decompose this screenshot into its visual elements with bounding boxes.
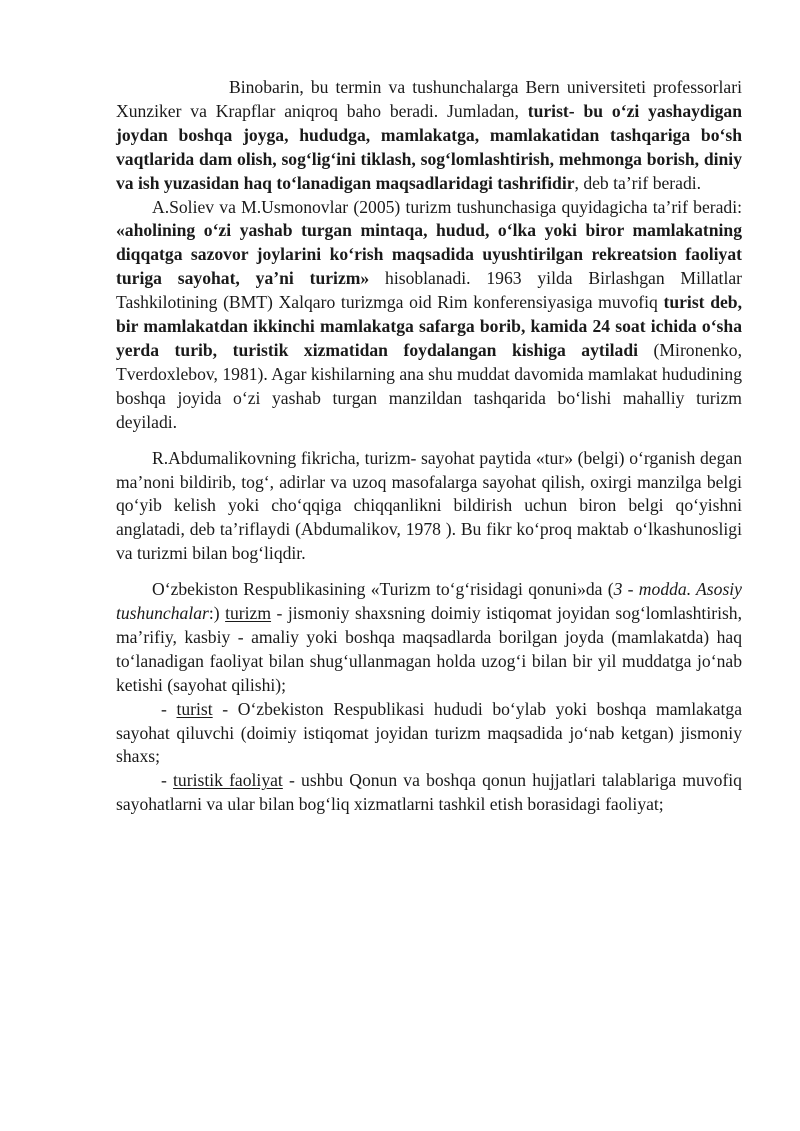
document-page	[116, 76, 742, 817]
bold-definition: «aholining o‘zi yashab turgan mintaqa, hudud, o‘lka yoki biror mamlakatning diqqatga sazovor joylarini ko‘rish maqsadida uyushtirilgan rekreatsion faoliyat turiga sayohat, ya’ni turizm»	[116, 220, 742, 289]
text-run: -	[161, 698, 177, 719]
text-run: O‘zbekiston Respublikasining «Turizm to‘g‘risidagi qonuni»da (	[152, 579, 614, 600]
text-run: R.Abdumalikovning fikricha, turizm- sayohat paytida «tur» (belgi) o‘rganish degan ma’noni bildirib, tog‘, adirlar va uzoq masofalarga sayohat qilish, oxirgi manzilga belgi qo‘yib kelish yoki cho‘qqiga chiqqanlikni bildirish uchun biron belgi qo‘yishni anglatadi, deb ta’riflaydi (Abdumalikov, 1978 ). Bu fikr ko‘proq maktab o‘lkashunosligi va turizmi bilan bog‘liqdir.	[116, 447, 742, 564]
bold-definition: turist- bu o‘zi yashaydigan joydan boshqa joyga, hududga, mamlakatga, mamlakatidan tashqariga bo‘sh vaqtlarida dam olish, sog‘lig‘ini tiklash, sog‘lomlashtirish, mehmonga borish, diniy va ish yuzasidan haq to‘lanadigan maqsadlaridagi tashrifidir	[116, 100, 742, 193]
text-run: - O‘zbekiston Respublikasi hududi bo‘ylab yoki boshqa mamlakatga sayohat qiluvchi (doimiy istiqomat joyidan turizm maqsadida jo‘nab ketgan) jismoniy shaxs;	[116, 698, 743, 767]
text-run: :)	[208, 603, 226, 624]
bold-definition: turist deb, bir mamlakatdan ikkinchi mamlakatga safarga borib, kamida 24 soat ichida o‘sha yerda turib, turistik xizmatidan foydalangan kishiga aytiladi	[116, 292, 742, 360]
text-run: - jismoniy shaxsning doimiy istiqomat joyidan sog‘lomlashtirish, ma’rifiy, kasbiy - amaliy yoki boshqa maqsadlarda borilgan joyda (mamlakatda) haq to‘lanadigan faoliyat bilan shug‘ullanmagan holda uzog‘i bilan bir yil muddatga jo‘nab ketishi (sayohat qilishi);	[116, 603, 742, 695]
paragraph-law-turist	[116, 698, 742, 770]
text-run: hisoblanadi. 1963 yilda Birlashgan Millatlar Tashkilotining (BMT) Xalqaro turizmga oid Rim konferensiyasiga muvofiq	[116, 268, 742, 313]
text-run: - ushbu Qonun va boshqa qonun hujjatlari talablariga muvofiq sayohatlarni va ular bilan bog‘liq xizmatlarni tashkil etish borasidagi faoliyat;	[116, 770, 742, 815]
paragraph-definition-soliev	[116, 196, 742, 435]
paragraph-law-turistik-faoliyat	[116, 769, 742, 817]
text-run: A.Soliev va M.Usmonovlar (2005) turizm tushunchasiga quyidagicha ta’rif beradi:	[152, 196, 742, 217]
underlined-term: turist	[176, 698, 213, 719]
text-run: -	[161, 770, 174, 791]
paragraph-law-turizm	[116, 578, 742, 698]
paragraph-definition-bern	[116, 76, 742, 196]
text-run: Binobarin, bu termin va tushunchalarga Bern universiteti professorlari Xunziker va Krapflar aniqroq baho beradi. Jumladan,	[116, 77, 742, 121]
paragraph-definition-abdumalikov	[116, 447, 742, 567]
italic-article-reference: 3 - modda. Asosiy tushunchalar	[116, 579, 742, 624]
text-run: (Mironenko, Tverdoxlebov, 1981). Agar kishilarning ana shu muddat davomida mamlakat hududining boshqa joyida o‘zi yashab turgan manzildan tashqarida bo‘lishi mahalliy turizm deyiladi.	[116, 339, 742, 432]
underlined-term: turizm	[225, 603, 272, 624]
underlined-term: turistik faoliyat	[173, 770, 283, 791]
text-run: , deb ta’rif beradi.	[574, 172, 702, 193]
